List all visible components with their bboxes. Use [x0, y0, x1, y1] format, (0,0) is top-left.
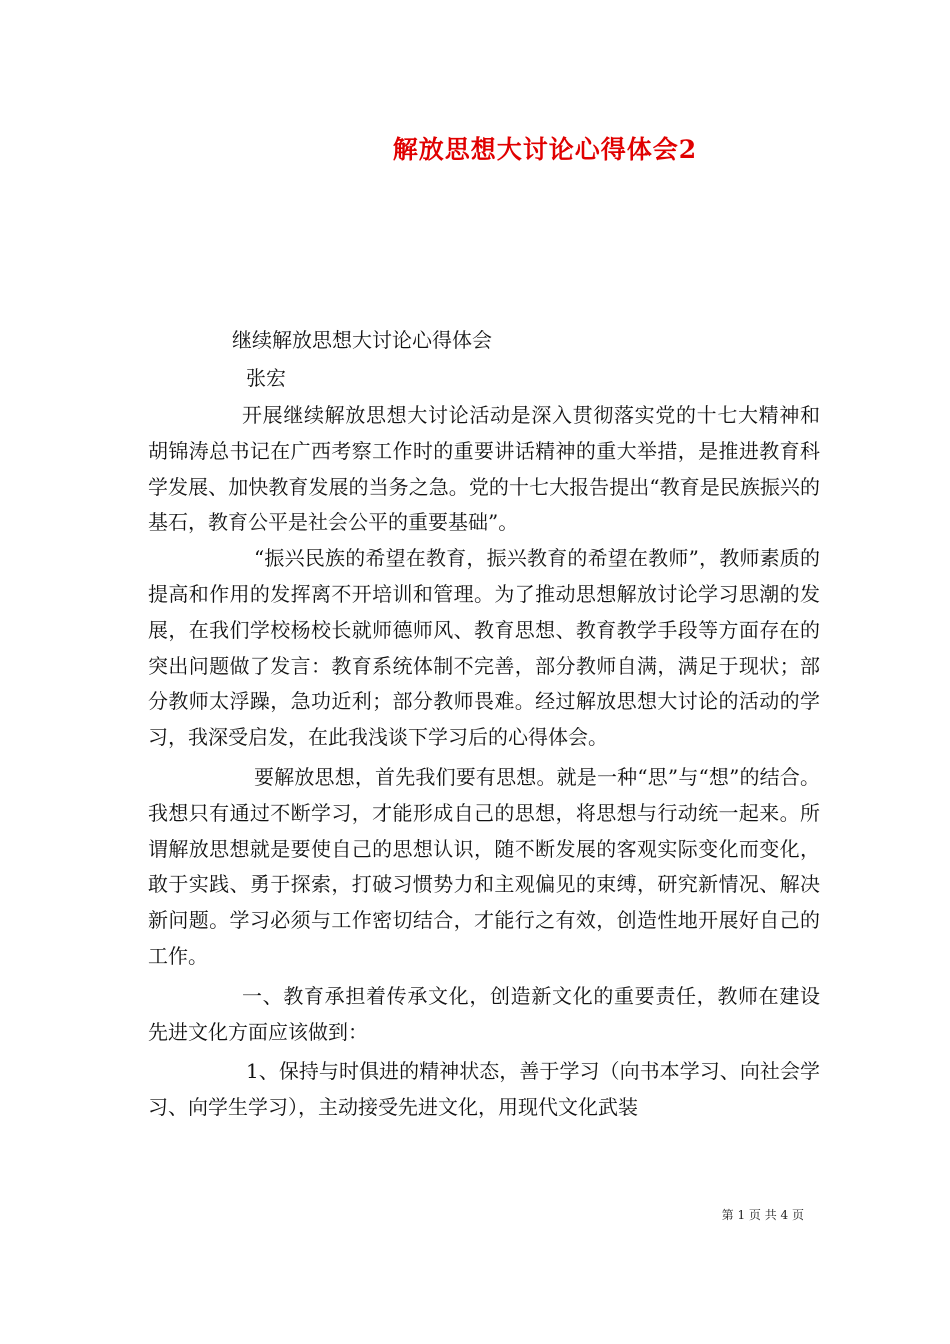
body-paragraph: 一、教育承担着传承文化，创造新文化的重要责任，教师在建设先进文化方面应该做到：	[148, 983, 820, 1044]
document-subtitle: 继续解放思想大讨论心得体会	[232, 328, 492, 352]
page-number-footer: 第 1 页 共 4 页	[721, 1208, 804, 1222]
body-paragraph: 开展继续解放思想大讨论活动是深入贯彻落实党的十七大精神和胡锦涛总书记在广西考察工作时的重要讲话精神的重大举措，是推进教育科学发展、加快教育发展的当务之急。党的十七大报告提出“教育是民族振兴的基石，教育公平是社会公平的重要基础”。	[148, 403, 820, 535]
body-paragraph: “振兴民族的希望在教育，振兴教育的希望在教师”，教师素质的提高和作用的发挥离不开培训和管理。为了推动思想解放讨论学习思潮的发展，在我们学校杨校长就师德师风、教育思想、教育教学手段等方面存在的突出问题做了发言：教育系统体制不完善，部分教师自满，满足于现状；部分教师太浮躁，急功近利；部分教师畏难。经过解放思想大讨论的活动的学习，我深受启发，在此我浅谈下学习后的心得体会。	[148, 546, 820, 750]
page-title: 解放思想大讨论心得体会2	[392, 135, 698, 164]
author-name: 张宏	[246, 366, 286, 390]
document-body	[148, 398, 820, 1126]
body-paragraph: 要解放思想，首先我们要有思想。就是一种“思”与“想”的结合。我想只有通过不断学习，才能形成自己的思想，将思想与行动统一起来。所谓解放思想就是要使自己的思想认识，随不断发展的客观实际变化而变化，敢于实践、勇于探索，打破习惯势力和主观偏见的束缚，研究新情况、解决新问题。学习必须与工作密切结合，才能行之有效，创造性地开展好自己的工作。	[148, 764, 820, 968]
body-paragraph: 1、保持与时俱进的精神状态，善于学习（向书本学习、向社会学习、向学生学习），主动接受先进文化，用现代文化武装	[148, 1059, 820, 1120]
